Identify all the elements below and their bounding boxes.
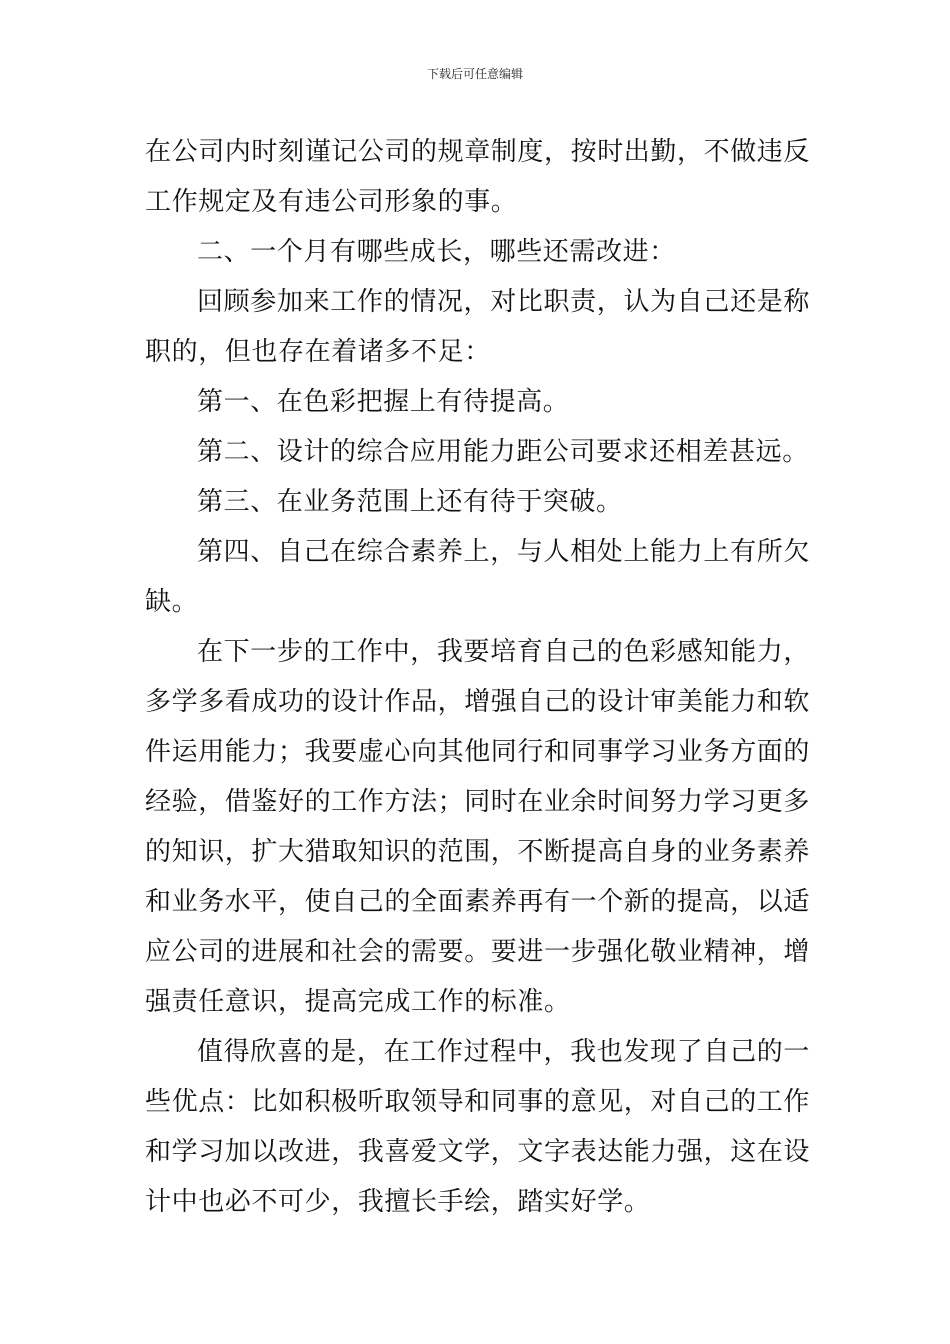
page-header: 下载后可任意编辑 <box>426 67 523 81</box>
list-item-fourth: 第四、自己在综合素养上，与人相处上能力上有所欠缺。 <box>145 537 810 617</box>
document-body <box>145 127 810 1227</box>
paragraph-continuation: 在公司内时刻谨记公司的规章制度，按时出勤，不做违反工作规定及有违公司形象的事。 <box>145 137 811 217</box>
paragraph-strengths: 值得欣喜的是，在工作过程中，我也发现了自己的一些优点：比如积极听取领导和同事的意见，对自己的工作和学习加以改进，我喜爱文学，文字表达能力强，这在设计中也必不可少，我擅长手绘，踏实好学。 <box>145 1037 811 1217</box>
paragraph-review: 回顾参加来工作的情况，对比职责，认为自己还是称职的，但也存在着诸多不足： <box>145 287 810 367</box>
list-item-third: 第三、在业务范围上还有待于突破。 <box>197 487 623 517</box>
list-item-first: 第一、在色彩把握上有待提高。 <box>197 387 570 417</box>
section-heading-two: 二、一个月有哪些成长，哪些还需改进： <box>197 237 676 267</box>
list-item-second: 第二、设计的综合应用能力距公司要求还相差甚远。 <box>197 437 809 467</box>
paragraph-next-steps: 在下一步的工作中，我要培育自己的色彩感知能力，多学多看成功的设计作品，增强自己的设计审美能力和软件运用能力；我要虚心向其他同行和同事学习业务方面的经验，借鉴好的工作方法；同时在业余时间努力学习更多的知识，扩大猎取知识的范围，不断提高自身的业务素养和业务水平，使自己的全面素养再有一个新的提高，以适应公司的进展和社会的需要。要进一步强化敬业精神，增强责任意识，提高完成工作的标准。 <box>145 637 811 1017</box>
